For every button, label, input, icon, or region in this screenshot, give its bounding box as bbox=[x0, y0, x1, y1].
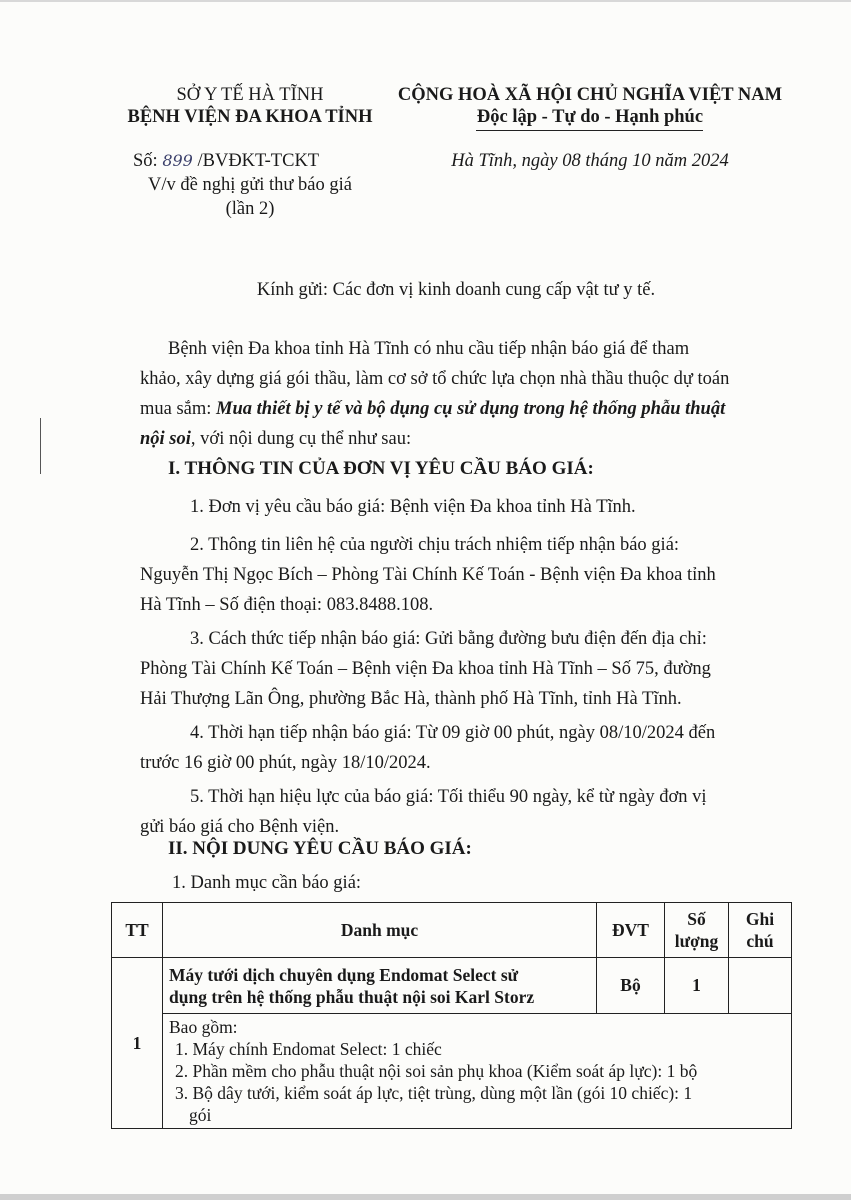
section-1-item-4-line-1: 4. Thời hạn tiếp nhận báo giá: Từ 09 giờ 00 phút, ngày 08/10/2024 đến bbox=[190, 723, 716, 743]
section-2-subheading: 1. Danh mục cần báo giá: bbox=[172, 873, 362, 893]
section-1-item-2-line-3: Hà Tĩnh – Số điện thoại: 083.8488.108. bbox=[140, 595, 434, 615]
section-1-item-4-line-2: trước 16 giờ 00 phút, ngày 18/10/2024. bbox=[140, 753, 431, 773]
section-1-item-3-line-1: 3. Cách thức tiếp nhận báo giá: Gửi bằng đường bưu điện đến địa chỉ: bbox=[190, 629, 707, 649]
row-1-unit: Bộ bbox=[597, 958, 665, 1014]
scan-top-edge bbox=[0, 0, 851, 2]
column-header-quantity bbox=[665, 903, 729, 958]
recipient-line: Kính gửi: Các đơn vị kinh doanh cung cấp vật tư y tế. bbox=[256, 280, 656, 300]
scan-bottom-edge bbox=[0, 1194, 851, 1200]
column-header-item: Danh mục bbox=[163, 903, 597, 958]
section-1-item-2-line-1: 2. Thông tin liên hệ của người chịu trách nhiệm tiếp nhận báo giá: bbox=[190, 535, 680, 555]
hospital-name: BỆNH VIỆN ĐA KHOA TỈNH bbox=[127, 107, 373, 127]
includes-item-3: 3. Bộ dây tưới, kiểm soát áp lực, tiệt trùng, dùng một lần (gói 10 chiếc): 1 bbox=[175, 1083, 693, 1103]
column-header-note bbox=[729, 903, 792, 958]
place-date: Hà Tĩnh, ngày 08 tháng 10 năm 2024 bbox=[451, 151, 729, 171]
national-motto: Độc lập - Tự do - Hạnh phúc bbox=[476, 107, 704, 127]
section-1-item-5-line-1: 5. Thời hạn hiệu lực của báo giá: Tối thiểu 90 ngày, kể từ ngày đơn vị bbox=[190, 787, 707, 807]
table-row bbox=[112, 958, 792, 1014]
procurement-title-part-1: Mua thiết bị y tế và bộ dụng cụ sử dụng trong hệ thống phẫu thuật bbox=[216, 399, 726, 419]
includes-item-1: 1. Máy chính Endomat Select: 1 chiếc bbox=[175, 1039, 442, 1059]
row-1-quantity: 1 bbox=[665, 958, 729, 1014]
column-header-note-line-1: Ghi bbox=[745, 909, 775, 929]
section-1-item-1: 1. Đơn vị yêu cầu báo giá: Bệnh viện Đa khoa tỉnh Hà Tĩnh. bbox=[190, 497, 636, 517]
row-1-item-name-line-1: Máy tưới dịch chuyên dụng Endomat Select sử bbox=[169, 964, 519, 985]
includes-item-3-continued: gói bbox=[189, 1105, 212, 1125]
document-number-handwritten: 899 bbox=[162, 151, 193, 170]
section-1-item-2-line-2: Nguyễn Thị Ngọc Bích – Phòng Tài Chính Kế Toán - Bệnh viện Đa khoa tỉnh bbox=[140, 565, 716, 585]
row-1-tt: 1 bbox=[112, 958, 163, 1129]
section-1-title: I. THÔNG TIN CỦA ĐƠN VỊ YÊU CẦU BÁO GIÁ: bbox=[168, 458, 594, 479]
column-header-tt: TT bbox=[112, 903, 163, 958]
scan-margin-mark bbox=[40, 418, 41, 474]
intro-line-3 bbox=[140, 394, 725, 424]
subject-line-1: V/v đề nghị gửi thư báo giá bbox=[148, 175, 352, 195]
row-1-note bbox=[729, 958, 792, 1014]
country-name: CỘNG HOÀ XÃ HỘI CHỦ NGHĨA VIỆT NAM bbox=[397, 85, 783, 105]
table-header-row bbox=[112, 903, 792, 958]
section-1-item-3-line-3: Hải Thượng Lãn Ông, phường Bắc Hà, thành phố Hà Tĩnh, tỉnh Hà Tĩnh. bbox=[140, 689, 682, 709]
quotation-items-table bbox=[111, 902, 792, 1129]
section-2-title: II. NỘI DUNG YÊU CẦU BÁO GIÁ: bbox=[168, 838, 472, 859]
intro-line-1: Bệnh viện Đa khoa tỉnh Hà Tĩnh có nhu cầu tiếp nhận báo giá để tham bbox=[168, 339, 690, 359]
row-1-item-name-line-2: dụng trên hệ thống phẫu thuật nội soi Karl Storz bbox=[169, 986, 535, 1007]
column-header-note-line-2: chú bbox=[746, 931, 774, 951]
column-header-quantity-line-1: Số bbox=[687, 909, 706, 929]
subject-line-2: (lần 2) bbox=[225, 199, 275, 219]
motto-underline bbox=[476, 130, 703, 131]
section-1-item-3-line-2: Phòng Tài Chính Kế Toán – Bệnh viện Đa khoa tỉnh Hà Tĩnh – Số 75, đường bbox=[140, 659, 711, 679]
document-number bbox=[133, 150, 319, 172]
includes-label: Bao gồm: bbox=[169, 1017, 238, 1037]
intro-line-4 bbox=[140, 424, 411, 454]
document-number-suffix: /BVĐKT-TCKT bbox=[197, 151, 320, 171]
document-number-label: Số: bbox=[133, 151, 158, 171]
row-1-item-name bbox=[163, 958, 597, 1014]
intro-line-3-prefix: mua sắm: bbox=[140, 399, 217, 419]
column-header-unit: ĐVT bbox=[597, 903, 665, 958]
table-row-includes bbox=[112, 1014, 792, 1129]
agency-name: SỞ Y TẾ HÀ TĨNH bbox=[176, 85, 324, 105]
includes-item-2: 2. Phần mềm cho phẫu thuật nội soi sản phụ khoa (Kiểm soát áp lực): 1 bộ bbox=[175, 1061, 698, 1081]
procurement-title-part-2: nội soi bbox=[140, 429, 191, 449]
section-1-item-5-line-2: gửi báo giá cho Bệnh viện. bbox=[140, 817, 340, 837]
row-1-includes bbox=[163, 1014, 792, 1129]
column-header-quantity-line-2: lượng bbox=[674, 931, 719, 951]
intro-line-2: khảo, xây dựng giá gói thầu, làm cơ sở tổ chức lựa chọn nhà thầu thuộc dự toán bbox=[140, 369, 730, 389]
intro-line-4-suffix: , với nội dung cụ thể như sau: bbox=[190, 429, 412, 449]
